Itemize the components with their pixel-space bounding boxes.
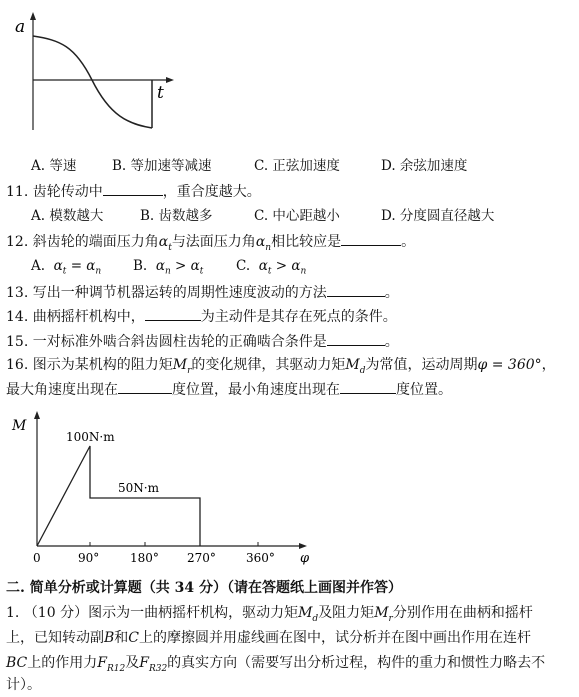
q14-blank: [145, 306, 201, 321]
q10-option-b: B. 等加速等减速: [112, 158, 212, 174]
q15-blank: [327, 331, 385, 346]
a-axis-label: a: [15, 17, 26, 37]
q12-option-a: A. $\alpha_t = \alpha_n$: [31, 258, 102, 277]
q10-option-a: A. 等速: [31, 158, 77, 174]
section-2-title: 二. 简单分析或计算题（共 34 分）（请在答题纸上画图并作答）: [6, 580, 402, 596]
q11-option-d: D. 分度圆直径越大: [381, 208, 495, 224]
a-axis-arrow: [30, 12, 36, 20]
question-16-line2: 最大角速度出现在 度位置，最小角速度出现在 度位置。: [6, 379, 452, 400]
q16-blank-1: [118, 379, 172, 394]
q11-option-c: C. 中心距越小: [254, 208, 340, 224]
origin-label: 0: [33, 551, 41, 565]
step-label: 50N·m: [118, 481, 159, 495]
m-axis-label: M: [12, 418, 27, 434]
q11-option-a: A. 模数越大: [31, 208, 104, 224]
problem-1-line4: 计）。: [6, 677, 41, 693]
moment-curve: [37, 446, 200, 546]
phi-axis-label: φ: [300, 551, 310, 566]
question-13: 13. 写出一种调节机器运转的周期性速度波动的方法 。: [6, 282, 399, 303]
t-axis-arrow: [166, 77, 174, 83]
q10-option-d: D. 余弦加速度: [381, 158, 468, 174]
question-12: 12. 斜齿轮的端面压力角$\alpha_t$与法面压力角$\alpha_n$相比较应是 。: [6, 231, 415, 258]
tick-label-360: 360°: [246, 551, 275, 565]
question-16-line1: 16. 图示为某机构的阻力矩$M_r$的变化规律，其驱动力矩$M_d$为常值，运动周期φ = 360°，: [6, 357, 556, 376]
m-axis-arrow: [34, 411, 40, 419]
t-axis-label: t: [157, 83, 164, 103]
acceleration-graph: [10, 6, 180, 136]
q10-option-c: C. 正弦加速度: [254, 158, 340, 174]
peak-label: 100N·m: [66, 430, 115, 444]
problem-1-line1: 1. （10 分）图示为一曲柄摇杆机构，驱动力矩$M_d$及阻力矩$M_r$分别作用在曲柄和摇杆: [6, 605, 533, 624]
q11-blank: [103, 181, 163, 196]
problem-1-line2: 上，已知转动副B和C上的摩擦圆并用虚线画在图中，试分析并在图中画出作用在连杆: [6, 630, 532, 646]
tick-label-180: 180°: [130, 551, 159, 565]
tick-label-270: 270°: [187, 551, 216, 565]
q16-blank-2: [340, 379, 396, 394]
question-15: 15. 一对标准外啮合斜齿圆柱齿轮的正确啮合条件是 。: [6, 331, 399, 352]
phi-axis-arrow: [299, 543, 307, 549]
q11-option-b: B. 齿数越多: [140, 208, 213, 224]
moment-graph: [8, 408, 318, 570]
tick-label-90: 90°: [78, 551, 100, 565]
q12-option-c: C. $\alpha_t > \alpha_n$: [236, 258, 307, 277]
question-11: 11. 齿轮传动中 ，重合度越大。: [6, 181, 261, 202]
problem-1-line3: BC上的作用力$F_{R12}$及$F_{R32}$的真实方向（需要写出分析过程，构件的重力和惯性力略去不: [6, 655, 546, 674]
q12-blank: [341, 231, 401, 246]
q13-blank: [327, 282, 385, 297]
acceleration-curve: [33, 36, 152, 128]
question-14: 14. 曲柄摇杆机构中， 为主动件是其存在死点的条件。: [6, 306, 397, 327]
q12-option-b: B. $\alpha_n > \alpha_t$: [133, 258, 204, 277]
